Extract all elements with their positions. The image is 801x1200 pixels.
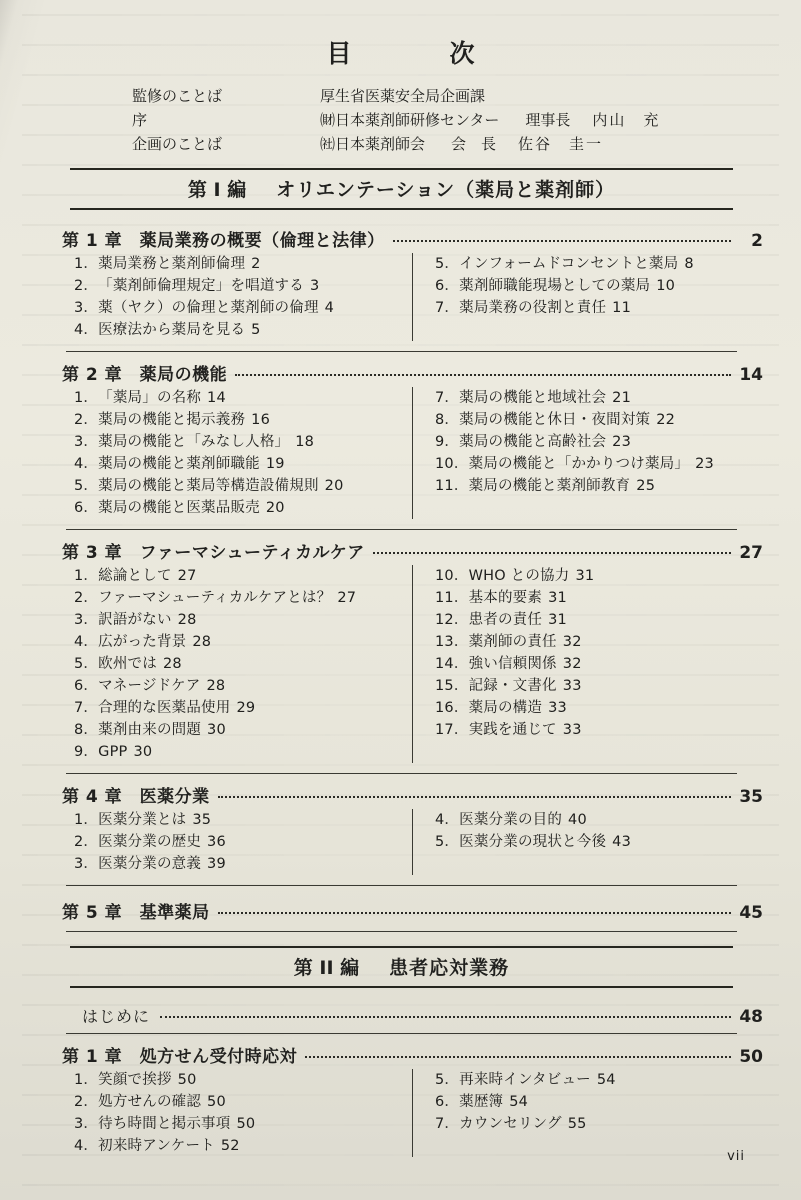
section-number: 5． — [435, 834, 460, 850]
section-page: 10 — [656, 278, 676, 294]
section-title: 薬（ヤク）の倫理と薬剤師の倫理 — [98, 300, 319, 316]
chapter-title: 第 3 章 ファーマシューティカルケア — [62, 543, 365, 563]
section-page: 19 — [265, 456, 285, 472]
section-divider — [66, 885, 737, 886]
front-matter-organization: ㈳日本薬剤師会 — [320, 135, 426, 153]
section-page: 55 — [567, 1116, 587, 1132]
front-matter-role: 会 長 — [451, 135, 497, 153]
section-page: 33 — [562, 678, 582, 694]
section-page: 16 — [251, 412, 270, 428]
column-left — [74, 565, 404, 763]
section-number: 4． — [74, 634, 99, 650]
section-number: 1． — [74, 390, 99, 406]
section-page: 31 — [575, 568, 595, 584]
toc-section-entry[interactable] — [74, 387, 404, 409]
chapter-page: 2 — [751, 231, 763, 251]
section-title: 笑顔で挨拶 — [98, 1072, 172, 1088]
section-title: 薬局の機能と薬剤師教育 — [468, 478, 631, 494]
section-number: 3． — [74, 612, 99, 628]
dot-leader — [218, 796, 731, 798]
section-number: 7． — [435, 390, 460, 406]
section-number: 10． — [435, 456, 469, 472]
section-number: 1． — [74, 1072, 99, 1088]
section-page: 21 — [612, 390, 631, 406]
part-number: 第 I 編 — [187, 179, 247, 201]
toc-section-entry[interactable] — [435, 387, 742, 409]
section-title: 初来時アンケート — [98, 1138, 215, 1154]
section-page: 36 — [207, 834, 226, 850]
front-matter-label: 序 — [132, 111, 148, 129]
section-title: 薬局の機能と薬局等構造設備規則 — [98, 478, 319, 494]
section-title: 基本的要素 — [468, 590, 543, 606]
section-number: 12． — [435, 612, 469, 628]
section-title: マネージドケア — [98, 678, 201, 694]
column-right — [412, 1069, 742, 1157]
dot-leader — [160, 1016, 731, 1018]
section-divider — [66, 1033, 737, 1034]
toc-section-entry[interactable] — [74, 497, 404, 519]
section-title: 合理的な医薬品使用 — [98, 700, 231, 716]
toc-section-entry[interactable] — [74, 275, 404, 297]
toc-section-entry[interactable] — [74, 565, 404, 587]
section-page: 40 — [568, 812, 587, 828]
section-title: 薬局の機能と「みなし人格」 — [98, 434, 290, 450]
section-title: 総論として — [98, 568, 172, 584]
toc-section-entry[interactable] — [435, 1069, 742, 1091]
front-matter-role: 理事長 — [525, 111, 571, 129]
toc-section-entry[interactable] — [74, 319, 404, 341]
section-title: 医薬分業の歴史 — [98, 834, 202, 850]
chapter-title: 第 4 章 医薬分業 — [62, 787, 210, 807]
section-number: 4． — [74, 456, 99, 472]
section-page: 31 — [548, 612, 567, 628]
page-title: 目 次 — [326, 39, 491, 68]
toc-chapter-entry[interactable] — [62, 1042, 763, 1067]
section-title: WHO との協力 — [468, 568, 570, 584]
chapter-page: 45 — [739, 903, 763, 923]
section-page: 23 — [612, 434, 631, 450]
section-page: 20 — [265, 500, 285, 516]
section-page: 22 — [656, 412, 676, 428]
toc-section-columns — [74, 1069, 763, 1157]
section-page: 32 — [562, 656, 582, 672]
section-page: 30 — [133, 744, 153, 760]
section-page: 3 — [309, 278, 320, 294]
toc-section-entry[interactable] — [74, 653, 404, 675]
toc-section-entry[interactable] — [435, 653, 742, 675]
section-title: 薬剤師職能現場としての薬局 — [459, 278, 651, 294]
chapter-page: 50 — [739, 1047, 763, 1067]
section-number: 5． — [435, 256, 460, 272]
section-page: 4 — [324, 300, 335, 316]
section-page: 27 — [177, 568, 197, 584]
part-number: 第 II 編 — [293, 957, 360, 979]
section-number: 3． — [74, 300, 99, 316]
toc-section-columns — [74, 387, 763, 519]
section-page: 18 — [295, 434, 315, 450]
toc-section-entry[interactable] — [74, 1091, 404, 1113]
section-title: 医薬分業の目的 — [459, 812, 563, 828]
section-number: 8． — [435, 412, 460, 428]
dot-leader — [305, 1056, 731, 1058]
section-number: 16． — [435, 700, 469, 716]
column-left — [74, 387, 404, 519]
section-page: 20 — [324, 478, 344, 494]
section-title: 医薬分業の意義 — [98, 856, 202, 872]
toc-section-entry[interactable] — [74, 475, 404, 497]
section-page: 11 — [612, 300, 631, 316]
section-page: 32 — [562, 634, 582, 650]
section-page: 30 — [207, 722, 226, 738]
toc-section-entry[interactable] — [435, 587, 742, 609]
toc-intro-entry[interactable] — [82, 1004, 763, 1027]
section-title: 「薬局」の名称 — [98, 390, 202, 406]
toc-section-entry[interactable] — [74, 453, 404, 475]
toc-section-entry[interactable] — [435, 831, 742, 853]
section-title: カウンセリング — [459, 1116, 562, 1132]
section-number: 10． — [435, 568, 469, 584]
toc-section-entry[interactable] — [74, 1135, 404, 1157]
section-number: 13． — [435, 634, 469, 650]
section-title: 薬局の機能と医薬品販売 — [98, 500, 260, 516]
section-title: 欧州では — [98, 656, 157, 672]
chapter-title: 第 1 章 薬局業務の概要（倫理と法律） — [62, 231, 385, 251]
section-title: 薬局の構造 — [468, 700, 543, 716]
toc-chapter-entry[interactable] — [62, 898, 763, 923]
front-matter-row — [132, 108, 763, 132]
section-title: 薬局の機能と高齢社会 — [459, 434, 607, 450]
section-page: 14 — [207, 390, 226, 406]
section-page: 28 — [162, 656, 182, 672]
section-page: 52 — [220, 1138, 240, 1154]
toc-section-entry[interactable] — [74, 675, 404, 697]
section-number: 9． — [435, 434, 460, 450]
front-matter-organization: ㈶日本薬剤師研修センター — [320, 111, 500, 129]
section-title: 医薬分業とは — [98, 812, 187, 828]
toc-chapter-entry[interactable] — [62, 226, 763, 251]
part-heading-1 — [70, 168, 733, 210]
toc-section-entry[interactable] — [74, 697, 404, 719]
section-title: 待ち時間と掲示事項 — [98, 1116, 231, 1132]
toc-sheet — [22, 14, 779, 1190]
section-page: 50 — [236, 1116, 256, 1132]
column-right — [412, 565, 742, 763]
toc-section-columns — [74, 253, 763, 341]
toc-chapter-entry[interactable] — [62, 538, 763, 563]
section-number: 2． — [74, 412, 99, 428]
toc-section-entry[interactable] — [74, 719, 404, 741]
section-number: 5． — [435, 1072, 460, 1088]
section-title: 薬歴簿 — [459, 1094, 504, 1110]
toc-section-entry[interactable] — [74, 609, 404, 631]
section-page: 8 — [684, 256, 694, 272]
section-number: 11． — [435, 590, 469, 606]
section-number: 7． — [74, 700, 99, 716]
chapter-page: 27 — [739, 543, 763, 563]
section-number: 4． — [435, 812, 460, 828]
section-page: 50 — [207, 1094, 226, 1110]
section-title: 広がった背景 — [98, 634, 187, 650]
section-title: 処方せんの確認 — [98, 1094, 202, 1110]
toc-section-entry[interactable] — [74, 741, 404, 763]
section-divider — [66, 931, 737, 932]
front-matter-row — [132, 132, 763, 156]
toc-section-entry[interactable] — [435, 1113, 742, 1135]
dot-leader — [218, 912, 731, 914]
section-page: 33 — [562, 722, 582, 738]
toc-section-entry[interactable] — [74, 297, 404, 319]
toc-section-entry[interactable] — [74, 431, 404, 453]
section-title: ファーマシューティカルケアとは？ — [98, 590, 332, 606]
front-matter-organization: 厚生省医薬安全局企画課 — [320, 87, 486, 105]
section-number: 1． — [74, 256, 99, 272]
column-right — [412, 253, 742, 341]
section-page: 43 — [612, 834, 631, 850]
section-page: 50 — [177, 1072, 197, 1088]
section-title: 医薬分業の現状と今後 — [459, 834, 607, 850]
section-page: 5 — [251, 322, 261, 338]
toc-section-entry[interactable] — [435, 565, 742, 587]
section-title: 訳語がない — [98, 612, 172, 628]
toc-section-entry[interactable] — [74, 809, 404, 831]
section-page: 33 — [548, 700, 567, 716]
toc-section-columns — [74, 565, 763, 763]
chapter-title: 第 2 章 薬局の機能 — [62, 365, 228, 385]
section-number: 4． — [74, 322, 99, 338]
section-divider — [66, 351, 737, 352]
toc-section-entry[interactable] — [435, 275, 742, 297]
column-right — [412, 809, 742, 875]
front-matter-label: 企画のことば — [132, 135, 223, 153]
section-title: 実践を通じて — [468, 722, 557, 738]
toc-section-entry[interactable] — [435, 431, 742, 453]
section-page: 27 — [337, 590, 357, 606]
section-number: 6． — [435, 278, 460, 294]
section-title: 強い信頼関係 — [468, 656, 557, 672]
toc-section-entry[interactable] — [74, 631, 404, 653]
section-title: 薬局業務と薬剤師倫理 — [98, 256, 246, 272]
section-divider — [66, 529, 737, 530]
section-page: 2 — [251, 256, 261, 272]
front-matter-name: 佐谷 圭一 — [518, 135, 604, 153]
section-number: 2． — [74, 278, 99, 294]
front-matter-label: 監修のことば — [132, 87, 223, 105]
section-number: 5． — [74, 656, 99, 672]
section-divider — [66, 773, 737, 774]
section-number: 3． — [74, 856, 99, 872]
chapter-page: 14 — [739, 365, 763, 385]
section-title: 記録・文書化 — [468, 678, 557, 694]
section-number: 6． — [74, 678, 99, 694]
toc-section-entry[interactable] — [74, 587, 404, 609]
dot-leader — [235, 374, 731, 376]
dot-leader — [373, 552, 731, 554]
section-title: 薬局業務の役割と責任 — [459, 300, 607, 316]
toc-section-entry[interactable] — [74, 831, 404, 853]
column-left — [74, 809, 404, 875]
section-title: 薬剤由来の問題 — [98, 722, 202, 738]
section-number: 6． — [435, 1094, 460, 1110]
section-number: 5． — [74, 478, 99, 494]
column-left — [74, 253, 404, 341]
section-page: 23 — [695, 456, 714, 472]
section-page: 31 — [548, 590, 567, 606]
section-page: 28 — [192, 634, 212, 650]
toc-section-columns — [74, 809, 763, 875]
section-page: 29 — [236, 700, 256, 716]
column-right — [412, 387, 742, 519]
toc-section-entry[interactable] — [435, 1091, 742, 1113]
section-number: 15． — [435, 678, 469, 694]
section-number: 7． — [435, 1116, 460, 1132]
section-number: 6． — [74, 500, 99, 516]
section-title: 「薬剤師倫理規定」を唱道する — [98, 278, 304, 294]
section-number: 4． — [74, 1138, 99, 1154]
section-title: 医療法から薬局を見る — [98, 322, 246, 338]
section-number: 9． — [74, 744, 99, 760]
section-number: 1． — [74, 812, 99, 828]
section-page: 25 — [636, 478, 656, 494]
section-title: 薬局の機能と地域社会 — [459, 390, 607, 406]
section-number: 3． — [74, 434, 99, 450]
toc-section-entry[interactable] — [435, 475, 742, 497]
intro-page: 48 — [739, 1007, 763, 1027]
toc-section-entry[interactable] — [74, 1113, 404, 1135]
section-title: GPP — [98, 744, 128, 760]
section-page: 54 — [596, 1072, 616, 1088]
intro-title: はじめに — [82, 1007, 151, 1026]
front-matter-list — [132, 84, 763, 156]
section-title: 再来時インタビュー — [459, 1072, 591, 1088]
section-title: 薬局の機能と休日・夜間対策 — [459, 412, 651, 428]
section-number: 2． — [74, 590, 99, 606]
chapter-title: 第 1 章 処方せん受付時応対 — [62, 1047, 298, 1067]
toc-section-entry[interactable] — [435, 631, 742, 653]
section-title: インフォームドコンセントと薬局 — [459, 256, 679, 272]
section-page: 28 — [206, 678, 226, 694]
section-number: 3． — [74, 1116, 99, 1132]
section-title: 患者の責任 — [468, 612, 543, 628]
part-title: オリエンテーション（薬局と薬剤師） — [276, 179, 616, 201]
section-title: 薬局の機能と「かかりつけ薬局」 — [468, 456, 690, 472]
section-page: 35 — [192, 812, 212, 828]
toc-section-entry[interactable] — [435, 453, 742, 475]
section-page: 39 — [207, 856, 226, 872]
toc-section-entry[interactable] — [435, 297, 742, 319]
chapter-page: 35 — [739, 787, 763, 807]
dot-leader — [393, 240, 731, 242]
section-title: 薬局の機能と薬剤師職能 — [98, 456, 260, 472]
part-title: 患者応対業務 — [389, 957, 510, 979]
column-left — [74, 1069, 404, 1157]
section-number: 11． — [435, 478, 469, 494]
front-matter-name: 内山 充 — [592, 111, 661, 129]
toc-chapter-entry[interactable] — [62, 360, 763, 385]
section-number: 17． — [435, 722, 469, 738]
toc-section-entry[interactable] — [435, 253, 742, 275]
section-number: 2． — [74, 1094, 99, 1110]
toc-section-entry[interactable] — [435, 809, 742, 831]
section-page: 54 — [509, 1094, 529, 1110]
toc-section-entry[interactable] — [435, 719, 742, 741]
toc-section-entry[interactable] — [74, 253, 404, 275]
section-number: 7． — [435, 300, 460, 316]
section-title: 薬局の機能と掲示義務 — [98, 412, 246, 428]
section-page: 28 — [177, 612, 197, 628]
part-heading-2 — [70, 946, 733, 988]
page-folio: vii — [727, 1149, 745, 1164]
section-number: 1． — [74, 568, 99, 584]
section-number: 8． — [74, 722, 99, 738]
toc-chapter-entry[interactable] — [62, 782, 763, 807]
toc-section-entry[interactable] — [74, 1069, 404, 1091]
toc-section-entry[interactable] — [435, 697, 742, 719]
toc-section-entry[interactable] — [435, 409, 742, 431]
toc-section-entry[interactable] — [435, 609, 742, 631]
toc-section-entry[interactable] — [74, 409, 404, 431]
section-number: 14． — [435, 656, 469, 672]
chapter-title: 第 5 章 基準薬局 — [62, 903, 210, 923]
section-number: 2． — [74, 834, 99, 850]
front-matter-row — [132, 84, 763, 108]
toc-section-entry[interactable] — [435, 675, 742, 697]
toc-section-entry[interactable] — [74, 853, 404, 875]
section-title: 薬剤師の責任 — [468, 634, 557, 650]
